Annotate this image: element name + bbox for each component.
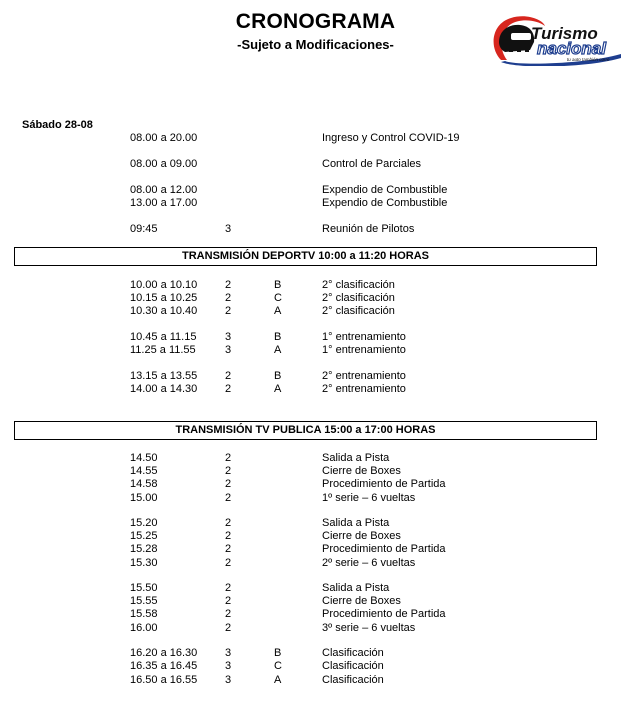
schedule-row [0,465,631,478]
row-category: 3 [225,660,232,672]
row-time: 16.00 [130,622,158,634]
schedule-row [0,622,631,635]
row-time: 15.30 [130,557,158,569]
document-subtitle: -Sujeto a Modificaciones- [237,37,394,52]
row-time: 15.50 [130,582,158,594]
row-group: B [274,331,282,343]
schedule-row [0,158,631,171]
row-activity: Expendio de Combustible [322,184,448,196]
row-category: 2 [225,530,232,542]
row-time: 08.00 a 12.00 [130,184,198,196]
schedule-row [0,557,631,570]
row-activity: Cierre de Boxes [322,465,401,477]
row-activity: Reunión de Pilotos [322,223,415,235]
schedule-row [0,452,631,465]
row-category: 2 [225,370,232,382]
schedule-row [0,223,631,236]
row-activity: Ingreso y Control COVID-19 [322,132,460,144]
row-group: C [274,292,282,304]
row-activity: Clasificación [322,660,384,672]
row-activity: Salida a Pista [322,517,390,529]
row-time: 13.15 a 13.55 [130,370,198,382]
logo-tagline: tu auto también corre [567,57,610,62]
row-activity: Clasificación [322,647,384,659]
row-activity: 1° entrenamiento [322,331,406,343]
schedule-row [0,492,631,505]
schedule-row [0,197,631,210]
logo-word-nacional: nacional [537,39,606,58]
row-category: 2 [225,383,232,395]
row-category: 2 [225,452,232,464]
day-label: Sábado 28-08 [22,119,93,131]
row-time: 14.58 [130,478,158,490]
row-category: 2 [225,595,232,607]
schedule-row [0,608,631,621]
row-activity: Salida a Pista [322,452,390,464]
helmet-visor [511,33,531,40]
row-time: 15.58 [130,608,158,620]
row-category: 3 [225,344,232,356]
row-group: A [274,344,282,356]
row-category: 2 [225,608,232,620]
row-time: 14.00 a 14.30 [130,383,198,395]
schedule-row [0,132,631,145]
row-time: 08.00 a 20.00 [130,132,198,144]
row-time: 10.30 a 10.40 [130,305,198,317]
schedule-row [0,582,631,595]
row-category: 2 [225,517,232,529]
schedule-row [0,543,631,556]
row-category: 3 [225,223,232,235]
schedule-row [0,344,631,357]
row-time: 15.25 [130,530,158,542]
banner-tvpublica: TRANSMISIÓN TV PUBLICA 15:00 a 17:00 HORAS [14,421,597,440]
row-category: 2 [225,622,232,634]
row-activity: 2° entrenamiento [322,370,406,382]
row-time: 11.25 a 11.55 [130,344,196,356]
schedule-row [0,660,631,673]
schedule-row [0,383,631,396]
row-group: A [274,674,282,686]
schedule-row [0,279,631,292]
row-group: B [274,647,282,659]
row-activity: 2° clasificación [322,292,395,304]
row-category: 2 [225,492,232,504]
schedule-row [0,647,631,660]
row-activity: Procedimiento de Partida [322,543,446,555]
schedule-row [0,674,631,687]
schedule-row [0,370,631,383]
row-activity: 2° entrenamiento [322,383,406,395]
row-time: 14.55 [130,465,158,477]
row-activity: Cierre de Boxes [322,530,401,542]
row-time: 16.50 a 16.55 [130,674,198,686]
row-time: 08.00 a 09.00 [130,158,198,170]
row-group: C [274,660,282,672]
row-category: 3 [225,647,232,659]
row-activity: Expendio de Combustible [322,197,448,209]
row-time: 10.00 a 10.10 [130,279,198,291]
row-category: 2 [225,292,232,304]
row-group: A [274,383,282,395]
row-activity: Procedimiento de Partida [322,608,446,620]
row-category: 3 [225,674,232,686]
row-group: B [274,370,282,382]
row-category: 2 [225,478,232,490]
row-time: 09:45 [130,223,158,235]
schedule-row [0,305,631,318]
row-time: 10.15 a 10.25 [130,292,198,304]
row-activity: Clasificación [322,674,384,686]
schedule-row [0,331,631,344]
row-category: 2 [225,465,232,477]
row-time: 10.45 a 11.15 [130,331,197,343]
row-activity: 2º serie – 6 vueltas [322,557,416,569]
schedule-row [0,478,631,491]
row-activity: 3º serie – 6 vueltas [322,622,416,634]
row-time: 15.00 [130,492,158,504]
row-time: 15.28 [130,543,158,555]
row-activity: 1º serie – 6 vueltas [322,492,416,504]
row-time: 16.20 a 16.30 [130,647,198,659]
row-category: 2 [225,279,232,291]
logo-word-turismo: Turismo [531,24,598,43]
row-activity: Salida a Pista [322,582,390,594]
row-category: 3 [225,331,232,343]
row-activity: 2° clasificación [322,279,395,291]
row-time: 15.20 [130,517,158,529]
row-activity: Control de Parciales [322,158,422,170]
schedule-row [0,292,631,305]
row-category: 2 [225,543,232,555]
row-activity: 1° entrenamiento [322,344,406,356]
row-category: 2 [225,305,232,317]
row-activity: Cierre de Boxes [322,595,401,607]
row-time: 13.00 a 17.00 [130,197,198,209]
row-category: 2 [225,582,232,594]
banner-deportv: TRANSMISIÓN DEPORTV 10:00 a 11:20 HORAS [14,247,597,266]
row-time: 14.50 [130,452,158,464]
row-activity: 2° clasificación [322,305,395,317]
row-group: A [274,305,282,317]
schedule-row [0,530,631,543]
document-title: CRONOGRAMA [235,10,396,33]
row-group: B [274,279,282,291]
turismo-nacional-logo [487,14,623,66]
row-activity: Procedimiento de Partida [322,478,446,490]
row-category: 2 [225,557,232,569]
schedule-row [0,517,631,530]
schedule-row [0,184,631,197]
row-time: 15.55 [130,595,158,607]
row-time: 16.35 a 16.45 [130,660,198,672]
schedule-row [0,595,631,608]
